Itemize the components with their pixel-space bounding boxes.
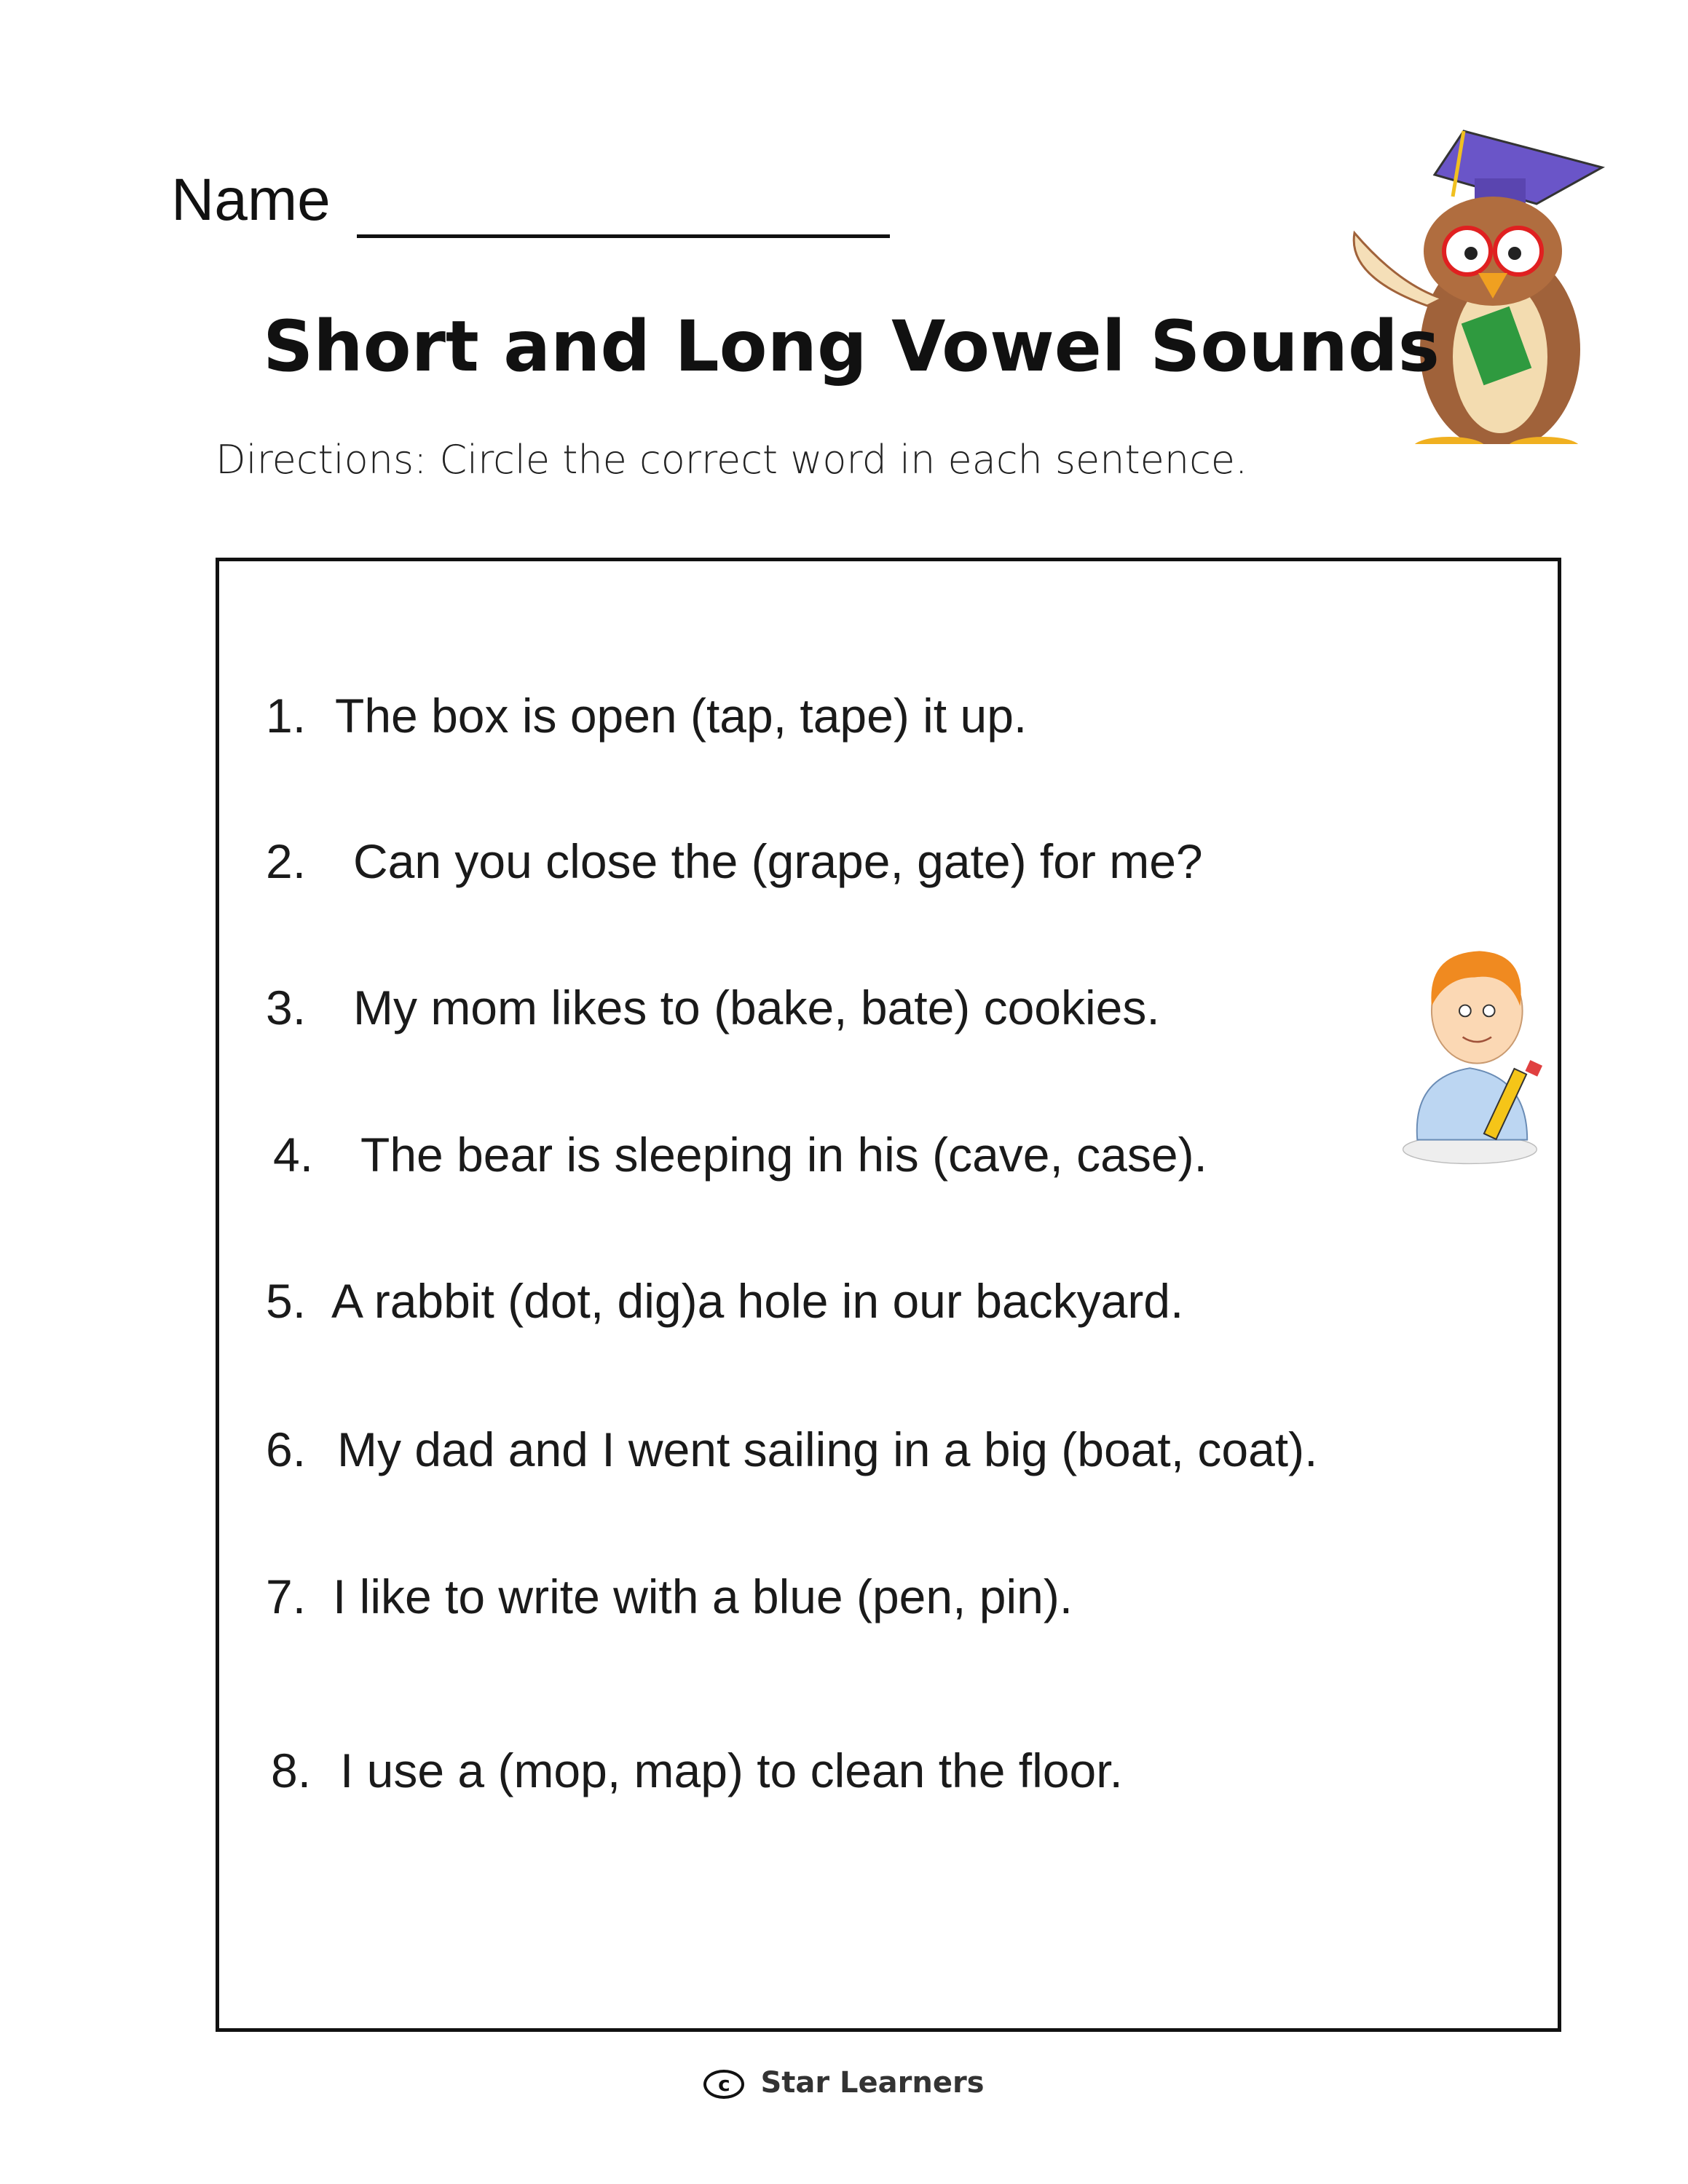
item-number: 5. (266, 1274, 307, 1328)
item-number: 4. (273, 1128, 314, 1182)
item-number: 7. (266, 1570, 307, 1623)
item-text[interactable]: My mom likes to (bake, bate) cookies. (353, 981, 1160, 1034)
title-text: Short and Long Vowel Sounds (263, 306, 1440, 387)
boy-writing-illustration (1398, 939, 1551, 1168)
page-title (0, 306, 1688, 387)
item-number: 2. (266, 834, 307, 888)
item-text[interactable]: Can you close the (grape, gate) for me? (353, 834, 1203, 888)
name-input-line[interactable] (357, 234, 890, 238)
sentence-item (273, 1127, 1207, 1182)
sentence-item (266, 1569, 1073, 1624)
item-text[interactable]: My dad and I went sailing in a big (boat, coat). (337, 1423, 1318, 1476)
item-number: 6. (266, 1423, 307, 1476)
footer-brand: Star Learners (760, 2066, 985, 2100)
sentence-item (271, 1743, 1123, 1798)
item-number: 1. (266, 689, 307, 743)
item-text[interactable]: A rabbit (dot, dig)a hole in our backyard. (331, 1274, 1184, 1328)
footer-copyright (0, 2066, 1688, 2100)
item-number: 8. (271, 1744, 312, 1797)
item-text[interactable]: I use a (mop, map) to clean the floor. (340, 1744, 1123, 1797)
sentence-item (266, 1422, 1317, 1477)
item-number: 3. (266, 981, 307, 1034)
owl-graduate-illustration (1318, 116, 1609, 444)
copyright-icon: c (703, 2070, 744, 2099)
sentence-item (266, 1273, 1183, 1329)
item-text[interactable]: I like to write with a blue (pen, pin). (333, 1570, 1073, 1623)
name-label: Name (171, 167, 331, 233)
item-text[interactable]: The bear is sleeping in his (cave, case). (360, 1128, 1207, 1182)
directions-text: Directions: Circle the correct word in each sentence. (216, 437, 1248, 483)
item-text[interactable]: The box is open (tap, tape) it up. (335, 689, 1028, 743)
sentence-item (266, 834, 1203, 889)
sentence-item (266, 980, 1160, 1035)
sentence-item (266, 688, 1027, 743)
